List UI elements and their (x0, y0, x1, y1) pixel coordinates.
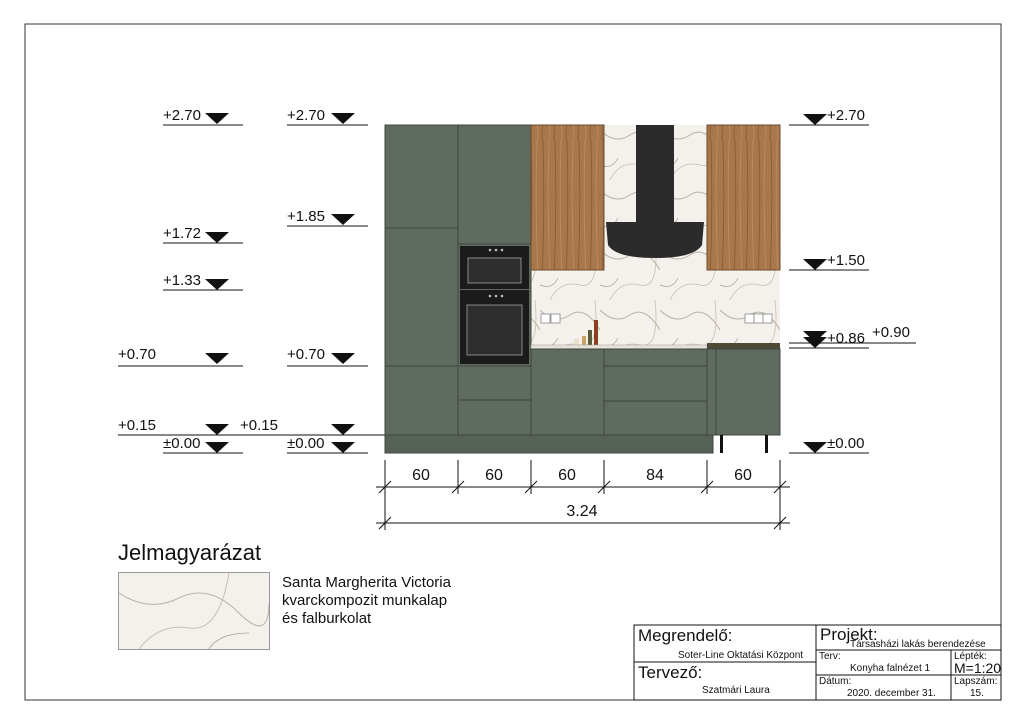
client-label: Megrendelő: (638, 626, 733, 645)
level-label: +2.70 (827, 107, 865, 124)
client-name: Soter-Line Oktatási Központ (678, 650, 804, 661)
dimension-label: 60 (558, 467, 576, 484)
scale-label: Lépték: (954, 651, 987, 662)
level-label: +1.72 (163, 225, 201, 242)
designer-name: Szatmári Laura (702, 685, 770, 696)
level-label: +0.70 (118, 346, 156, 363)
wall-cabinet-wood-right (707, 125, 780, 270)
legend-line: Santa Margherita Victoria (282, 574, 451, 591)
level-triangles-mid (331, 113, 355, 453)
level-label: +0.90 (872, 324, 910, 341)
dimension-label: 60 (734, 467, 752, 484)
sheet-label: Lapszám: (954, 676, 998, 687)
plinth (385, 435, 713, 453)
worktop (531, 345, 707, 349)
level-label: +2.70 (287, 107, 325, 124)
level-label: +2.70 (163, 107, 201, 124)
project-label: Projekt: (820, 625, 878, 644)
level-markers-left (118, 125, 243, 453)
wall-cabinet-wood-left (531, 125, 604, 270)
legend-description (282, 574, 451, 628)
worktop-right (707, 343, 780, 349)
built-in-oven (460, 290, 529, 364)
date-label: Dátum: (819, 676, 852, 687)
plan-label: Terv: (819, 651, 841, 662)
legend-line: kvarckompozit munkalap (282, 592, 448, 609)
scale-value: M=1:20 (954, 660, 1002, 676)
tall-cabinet-left (385, 125, 458, 435)
sheet-number: 15. (970, 688, 984, 699)
cabinet-legs (720, 435, 768, 453)
base-cabinets (531, 349, 780, 435)
designer-label: Tervező: (638, 663, 703, 682)
dimension-label: 84 (646, 467, 664, 484)
dimension-label: 60 (412, 467, 430, 484)
level-markers-mid (240, 125, 385, 453)
dimension-label: 60 (485, 467, 503, 484)
level-label: +0.70 (287, 346, 325, 363)
date-value: 2020. december 31. (847, 688, 936, 699)
legend-line: és falburkolat (282, 610, 372, 627)
plan-name: Konyha falnézet 1 (850, 663, 931, 674)
level-label: ±0.00 (827, 435, 865, 452)
level-markers-right (789, 125, 916, 453)
level-label: +0.15 (118, 417, 156, 434)
level-label: +0.15 (240, 417, 278, 434)
level-label: +1.33 (163, 272, 201, 289)
marble-swatch (118, 572, 270, 650)
microwave-oven (460, 246, 529, 289)
level-label: ±0.00 (163, 435, 201, 452)
level-label: +0.86 (827, 330, 865, 347)
dimension-total-label: 3.24 (566, 503, 598, 520)
legend-title: Jelmagyarázat (118, 540, 262, 565)
level-triangles-left (205, 113, 229, 453)
level-label: +1.85 (287, 208, 325, 225)
project-name: Társasházi lakás berendezése (850, 639, 986, 650)
level-label: +1.50 (827, 252, 865, 269)
level-triangles-right (803, 114, 827, 453)
level-label: ±0.00 (287, 435, 325, 452)
